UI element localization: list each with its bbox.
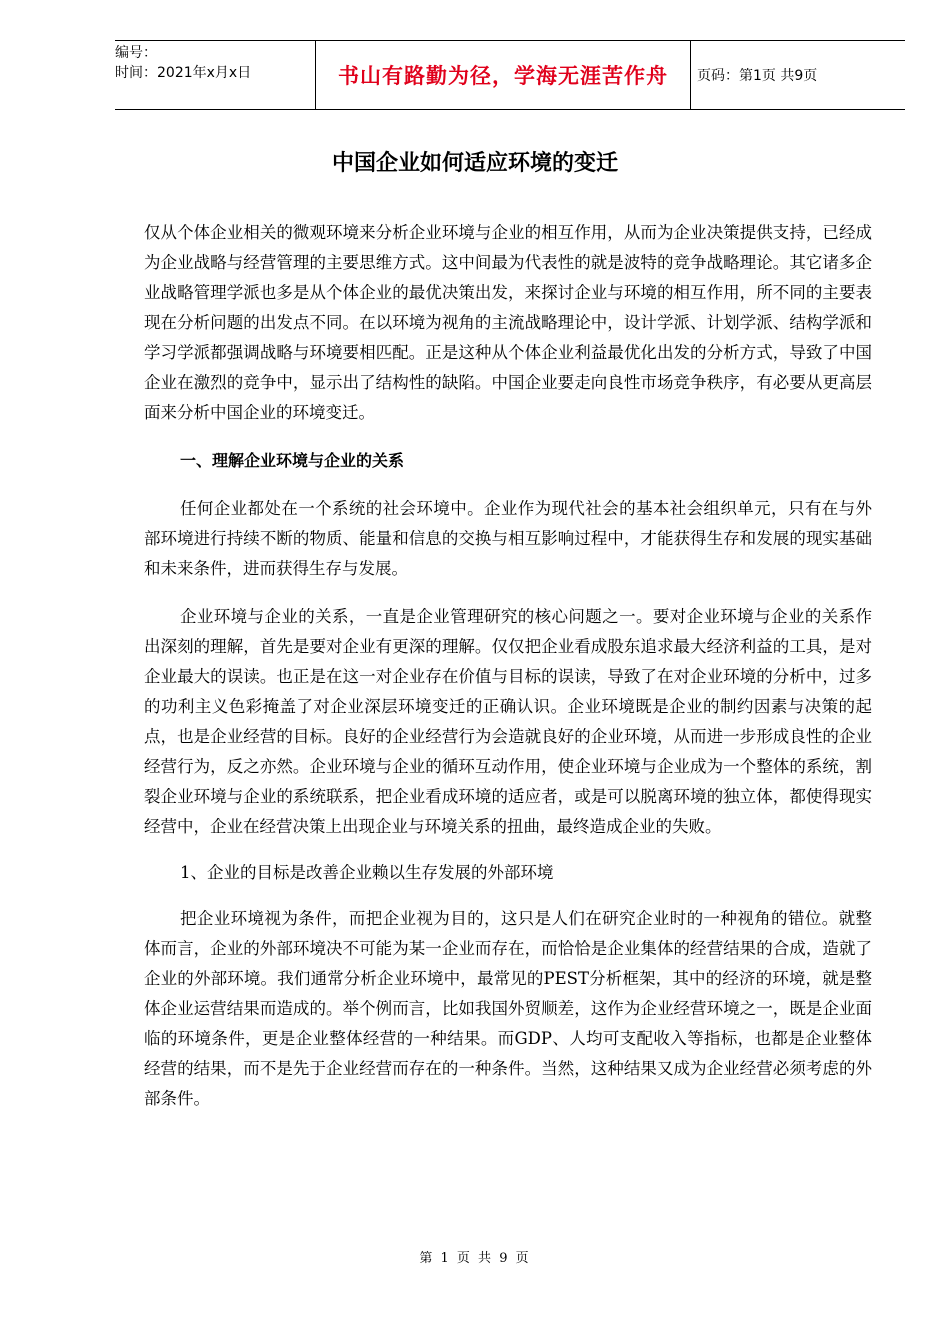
- document-body: [144, 218, 872, 1114]
- header-meta: [115, 41, 315, 109]
- document-title: 中国企业如何适应环境的变迁: [331, 151, 618, 176]
- body-paragraph-1: 任何企业都处在一个系统的社会环境中。企业作为现代社会的基本社会组织单元，只有在与外部环境进行持续不断的物质、能量和信息的交换与相互影响过程中，才能获得生存和发展的现实基础和未来条件，进而获得生存与发展。: [144, 499, 872, 578]
- page-footer: 第 1 页 共 9 页: [419, 1251, 531, 1266]
- number-label: 编号：: [115, 45, 157, 61]
- body-paragraph-2: 企业环境与企业的关系，一直是企业管理研究的核心问题之一。要对企业环境与企业的关系作出深刻的理解，首先是要对企业有更深的理解。仅仅把企业看成股东追求最大经济利益的工具，是对企业最大的误读。也正是在这一对企业存在价值与目标的误读，导致了在对企业环境的分析中，过多的功利主义色彩掩盖了对企业深层环境变迁的正确认识。企业环境既是企业的制约因素与决策的起点，也是企业经营的目标。良好的企业经营行为会造就良好的企业环境，从而进一步形成良性的企业经营行为，反之亦然。企业环境与企业的循环互动作用，使企业环境与企业成为一个整体的系统，割裂企业环境与企业的系统联系，把企业看成环境的适应者，或是可以脱离环境的独立体，都使得现实经营中，企业在经营决策上出现企业与环境关系的扭曲，最终造成企业的失败。: [144, 607, 872, 836]
- header-slogan: 书山有路勤为径，学海无涯苦作舟: [315, 41, 691, 109]
- time-label: 时间：2021年x月x日: [115, 65, 252, 81]
- body-paragraph-3: 把企业环境视为条件，而把企业视为目的，这只是人们在研究企业时的一种视角的错位。就整体而言，企业的外部环境决不可能为某一企业而存在，而恰恰是企业集体的经营结果的合成，造就了企业的外部环境。我们通常分析企业环境中，最常见的PEST分析框架，其中的经济的环境，就是整体企业运营结果而造成的。举个例而言，比如我国外贸顺差，这作为企业经营环境之一，既是企业面临的环境条件，更是企业整体经营的一种结果。而GDP、人均可支配收入等指标，也都是企业整体经营的结果，而不是先于企业经营而存在的一种条件。当然，这种结果又成为企业经营必须考虑的外部条件。: [144, 909, 872, 1108]
- header-page-label: 页码：第1页 共9页: [697, 68, 818, 84]
- intro-paragraph: 仅从个体企业相关的微观环境来分析企业环境与企业的相互作用，从而为企业决策提供支持，已经成为企业战略与经营管理的主要思维方式。这中间最为代表性的就是波特的竞争战略理论。其它诸多企业战略管理学派也多是从个体企业的最优决策出发，来探讨企业与环境的相互作用，所不同的主要表现在分析问题的出发点不同。在以环境为视角的主流战略理论中，设计学派、计划学派、结构学派和学习学派都强调战略与环境要相匹配。正是这种从个体企业利益最优化出发的分析方式，导致了中国企业在激烈的竞争中，显示出了结构性的缺陷。中国企业要走向良性市场竞争秩序，有必要从更高层面来分析中国企业的环境变迁。: [144, 223, 872, 422]
- section-heading-1: 一、理解企业环境与企业的关系: [180, 451, 405, 470]
- page-header: [115, 40, 905, 110]
- subsection-heading-1: 1、企业的目标是改善企业赖以生存发展的外部环境: [180, 863, 554, 882]
